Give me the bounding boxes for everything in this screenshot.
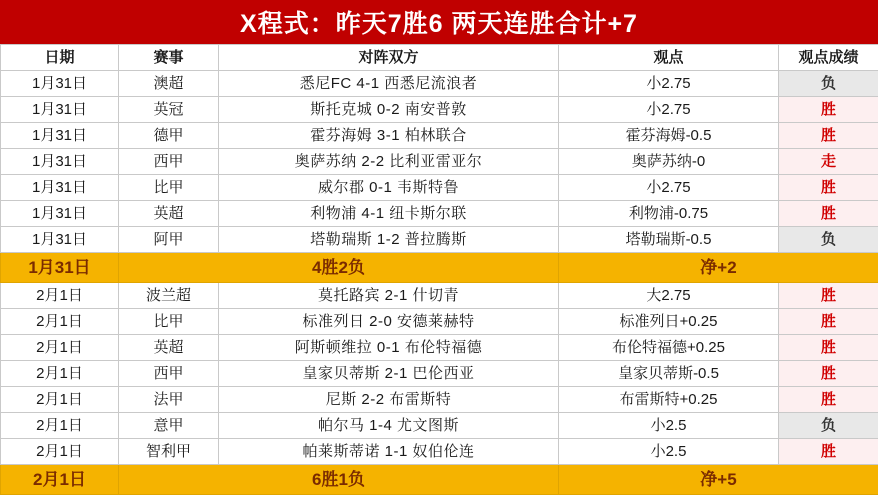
- table-row: [1, 201, 878, 227]
- cell-league: 波兰超: [119, 283, 219, 309]
- cell-date: 2月1日: [1, 335, 119, 361]
- table-row: [1, 283, 878, 309]
- summary-row: [1, 253, 878, 283]
- cell-match: 标准列日 2-0 安德莱赫特: [219, 309, 559, 335]
- cell-league: 法甲: [119, 387, 219, 413]
- cell-date: 2月1日: [1, 413, 119, 439]
- cell-league: 智利甲: [119, 439, 219, 465]
- cell-league: 澳超: [119, 71, 219, 97]
- cell-league: 英冠: [119, 97, 219, 123]
- cell-view: 布伦特福德+0.25: [559, 335, 779, 361]
- cell-view: 皇家贝蒂斯-0.5: [559, 361, 779, 387]
- table-row: [1, 387, 878, 413]
- cell-match: 皇家贝蒂斯 2-1 巴伦西亚: [219, 361, 559, 387]
- cell-date: 1月31日: [1, 71, 119, 97]
- cell-result: 胜: [779, 175, 878, 201]
- summary-net: 净+5: [559, 465, 878, 495]
- cell-view: 标准列日+0.25: [559, 309, 779, 335]
- summary-row: [1, 465, 878, 495]
- cell-match: 帕尔马 1-4 尤文图斯: [219, 413, 559, 439]
- cell-match: 利物浦 4-1 纽卡斯尔联: [219, 201, 559, 227]
- cell-view: 小2.75: [559, 97, 779, 123]
- cell-result: 胜: [779, 97, 878, 123]
- cell-date: 2月1日: [1, 283, 119, 309]
- cell-league: 西甲: [119, 361, 219, 387]
- column-header-view: 观点: [559, 45, 779, 71]
- table-row: [1, 71, 878, 97]
- cell-date: 2月1日: [1, 439, 119, 465]
- cell-league: 比甲: [119, 309, 219, 335]
- cell-date: 1月31日: [1, 97, 119, 123]
- cell-view: 布雷斯特+0.25: [559, 387, 779, 413]
- cell-date: 2月1日: [1, 361, 119, 387]
- cell-match: 威尔郡 0-1 韦斯特鲁: [219, 175, 559, 201]
- cell-date: 1月31日: [1, 175, 119, 201]
- cell-view: 小2.5: [559, 413, 779, 439]
- cell-view: 小2.75: [559, 175, 779, 201]
- column-header-match: 对阵双方: [219, 45, 559, 71]
- table-row: [1, 335, 878, 361]
- summary-record: 6胜1负: [119, 465, 559, 495]
- cell-match: 阿斯顿维拉 0-1 布伦特福德: [219, 335, 559, 361]
- cell-date: 2月1日: [1, 309, 119, 335]
- cell-date: 1月31日: [1, 123, 119, 149]
- table-row: [1, 361, 878, 387]
- results-table: [0, 44, 878, 495]
- cell-league: 英超: [119, 201, 219, 227]
- cell-result: 胜: [779, 309, 878, 335]
- cell-date: 1月31日: [1, 227, 119, 253]
- summary-date: 2月1日: [1, 465, 119, 495]
- page-title: X程式：昨天7胜6 两天连胜合计+7: [0, 0, 878, 44]
- summary-record: 4胜2负: [119, 253, 559, 283]
- cell-view: 利物浦-0.75: [559, 201, 779, 227]
- table-row: [1, 227, 878, 253]
- summary-net: 净+2: [559, 253, 878, 283]
- table-body: [1, 71, 878, 495]
- cell-result: 负: [779, 227, 878, 253]
- cell-result: 胜: [779, 283, 878, 309]
- cell-match: 悉尼FC 4-1 西悉尼流浪者: [219, 71, 559, 97]
- cell-league: 德甲: [119, 123, 219, 149]
- table-header: [1, 45, 878, 71]
- summary-date: 1月31日: [1, 253, 119, 283]
- cell-result: 走: [779, 149, 878, 175]
- cell-match: 奥萨苏纳 2-2 比利亚雷亚尔: [219, 149, 559, 175]
- cell-view: 塔勒瑞斯-0.5: [559, 227, 779, 253]
- cell-view: 小2.5: [559, 439, 779, 465]
- cell-match: 莫托路宾 2-1 什切青: [219, 283, 559, 309]
- cell-date: 1月31日: [1, 149, 119, 175]
- table-header-row: [1, 45, 878, 71]
- cell-match: 斯托克城 0-2 南安普敦: [219, 97, 559, 123]
- table-row: [1, 175, 878, 201]
- cell-result: 胜: [779, 201, 878, 227]
- cell-view: 小2.75: [559, 71, 779, 97]
- cell-view: 霍芬海姆-0.5: [559, 123, 779, 149]
- cell-result: 胜: [779, 123, 878, 149]
- column-header-date: 日期: [1, 45, 119, 71]
- cell-league: 比甲: [119, 175, 219, 201]
- cell-view: 奥萨苏纳-0: [559, 149, 779, 175]
- cell-view: 大2.75: [559, 283, 779, 309]
- cell-match: 霍芬海姆 3-1 柏林联合: [219, 123, 559, 149]
- column-header-league: 赛事: [119, 45, 219, 71]
- cell-league: 英超: [119, 335, 219, 361]
- cell-match: 塔勒瑞斯 1-2 普拉腾斯: [219, 227, 559, 253]
- cell-result: 负: [779, 71, 878, 97]
- column-header-result: 观点成绩: [779, 45, 878, 71]
- table-row: [1, 123, 878, 149]
- cell-league: 阿甲: [119, 227, 219, 253]
- table-row: [1, 97, 878, 123]
- table-row: [1, 149, 878, 175]
- table-row: [1, 413, 878, 439]
- cell-result: 胜: [779, 439, 878, 465]
- cell-match: 尼斯 2-2 布雷斯特: [219, 387, 559, 413]
- cell-result: 负: [779, 413, 878, 439]
- cell-date: 1月31日: [1, 201, 119, 227]
- table-row: [1, 309, 878, 335]
- cell-match: 帕莱斯蒂诺 1-1 奴伯伦连: [219, 439, 559, 465]
- cell-date: 2月1日: [1, 387, 119, 413]
- cell-league: 西甲: [119, 149, 219, 175]
- cell-result: 胜: [779, 335, 878, 361]
- cell-result: 胜: [779, 361, 878, 387]
- cell-result: 胜: [779, 387, 878, 413]
- cell-league: 意甲: [119, 413, 219, 439]
- table-row: [1, 439, 878, 465]
